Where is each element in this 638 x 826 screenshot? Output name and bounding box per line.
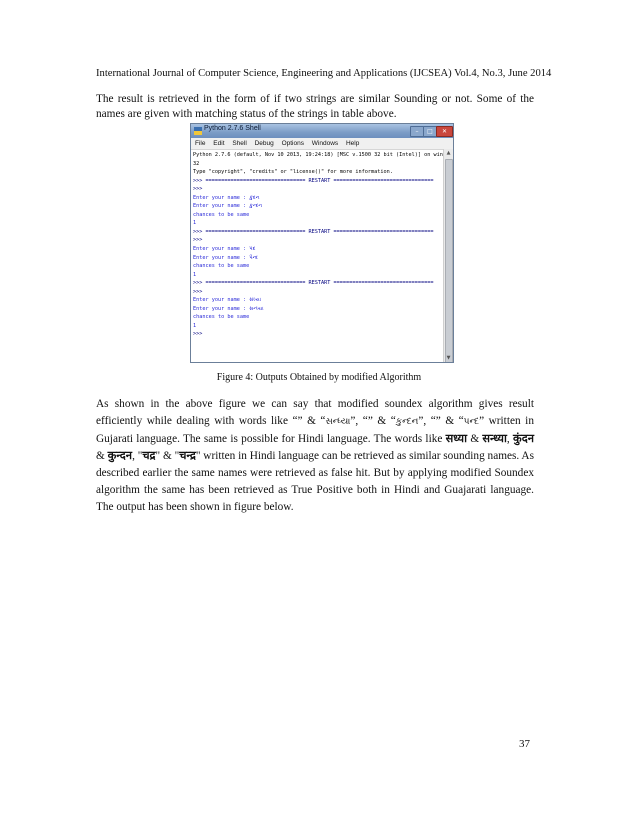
text-run: As shown in the above figure we can say that modified soundex algorithm gives result efficiently while dealing with words like “ bbox=[96, 398, 534, 427]
text-run: " written in Hindi language can be retrieved as similar sounding names. As described earlier the same names were retrieved as false hit. But by applying modified Soundex algorithm the same has been retrieved as True Positive both in Hindi and Guajarati language. The output has been shown in figure below. bbox=[96, 450, 534, 513]
vertical-scrollbar[interactable] bbox=[443, 149, 453, 362]
hindi-word: कुन्दन bbox=[107, 450, 133, 462]
minimize-button[interactable]: – bbox=[410, 126, 424, 137]
text-run: " & " bbox=[155, 450, 180, 462]
figure-caption: Figure 4: Outputs Obtained by modified Algorithm bbox=[216, 372, 422, 383]
gujarati-word: કુન્દન bbox=[395, 417, 419, 427]
shell-line: 32 bbox=[193, 160, 200, 167]
shell-line: Enter your name : સન્ધ્યા bbox=[193, 305, 264, 312]
page-number: 37 bbox=[519, 738, 530, 750]
menu-bar bbox=[191, 138, 453, 150]
hindi-word: चन्द्र bbox=[179, 450, 196, 462]
shell-line: 1 bbox=[193, 220, 197, 227]
shell-line: >>> ================================ RESTART ================================ bbox=[193, 228, 434, 235]
shell-line: 1 bbox=[193, 322, 197, 329]
shell-line: Enter your name : સંધ્યા bbox=[193, 297, 261, 304]
text-run: ” & “ bbox=[435, 415, 464, 427]
gujarati-word: પન્દ bbox=[463, 417, 480, 427]
shell-line: Type "copyright", "credits" or "license()" for more information. bbox=[193, 169, 393, 176]
text-run: , bbox=[506, 433, 514, 445]
text-run: & bbox=[467, 433, 483, 445]
text-run: ” & “ bbox=[297, 415, 326, 427]
menu-windows[interactable]: Windows bbox=[311, 140, 339, 147]
shell-line: chances to be same bbox=[193, 314, 250, 321]
text-run: ”, “ bbox=[418, 415, 436, 427]
menu-debug[interactable]: Debug bbox=[254, 140, 274, 147]
shell-line: >>> bbox=[193, 288, 203, 295]
text-run: ” & “ bbox=[367, 415, 396, 427]
python-icon bbox=[194, 127, 202, 135]
shell-line: >>> bbox=[193, 186, 203, 193]
text-run: , " bbox=[132, 450, 143, 462]
shell-line: Enter your name : કુંદન bbox=[193, 194, 260, 201]
shell-output-area[interactable] bbox=[193, 151, 443, 362]
hindi-word: सध्या bbox=[445, 433, 468, 445]
text-run: & bbox=[96, 450, 108, 462]
paragraph-discussion bbox=[96, 396, 534, 516]
shell-line: Enter your name : કુન્દન bbox=[193, 203, 263, 210]
shell-line: 1 bbox=[193, 271, 197, 278]
scroll-down-icon[interactable]: ▼ bbox=[446, 355, 451, 361]
shell-line: Enter your name : પંદ bbox=[193, 246, 256, 253]
paragraph-discussion-text bbox=[96, 396, 534, 516]
shell-line: >>> bbox=[193, 237, 203, 244]
gujarati-word: સન્ધ્યા bbox=[325, 417, 351, 427]
shell-line: Enter your name : પેન્દ bbox=[193, 254, 259, 261]
shell-line: >>> ================================ RESTART ================================ bbox=[193, 177, 434, 184]
text-run: ”, “ bbox=[350, 415, 368, 427]
window-title: Python 2.7.6 Shell bbox=[204, 125, 261, 132]
shell-line: chances to be same bbox=[193, 211, 250, 218]
shell-line: >>> bbox=[193, 331, 203, 338]
scrollbar-thumb[interactable] bbox=[445, 159, 453, 362]
shell-line: >>> ================================ RESTART ================================ bbox=[193, 280, 434, 287]
python-shell-window bbox=[191, 124, 453, 362]
paragraph-result-text: The result is retrieved in the form of if two strings are similar Sounding or not. Some of the names are given with matching status of the strings in table above. bbox=[96, 93, 534, 120]
menu-help[interactable]: Help bbox=[345, 140, 360, 147]
hindi-word: सन्ध्या bbox=[482, 433, 507, 445]
hindi-word: चद्र bbox=[142, 450, 156, 462]
menu-edit[interactable]: Edit bbox=[213, 140, 225, 147]
close-button[interactable]: ✕ bbox=[436, 126, 453, 137]
menu-file[interactable]: File bbox=[195, 140, 206, 147]
hindi-word: कुंदन bbox=[513, 433, 534, 445]
menu-options[interactable]: Options bbox=[281, 140, 304, 147]
menu-shell[interactable]: Shell bbox=[232, 140, 247, 147]
maximize-button[interactable]: □ bbox=[423, 126, 437, 137]
shell-line: chances to be same bbox=[193, 263, 250, 270]
journal-header: International Journal of Computer Science, Engineering and Applications (IJCSEA) Vol.4, No.3, June 2014 bbox=[96, 68, 552, 79]
shell-line: Python 2.7.6 (default, Nov 10 2013, 19:24:18) [MSC v.1500 32 bit (Intel)] on win bbox=[193, 152, 443, 158]
window-titlebar[interactable] bbox=[191, 124, 453, 138]
scroll-up-icon[interactable]: ▲ bbox=[446, 150, 451, 156]
paragraph-result bbox=[96, 92, 534, 122]
text-run: ” written in Gujarati language. The same is possible for Hindi language. The words like bbox=[96, 415, 534, 445]
